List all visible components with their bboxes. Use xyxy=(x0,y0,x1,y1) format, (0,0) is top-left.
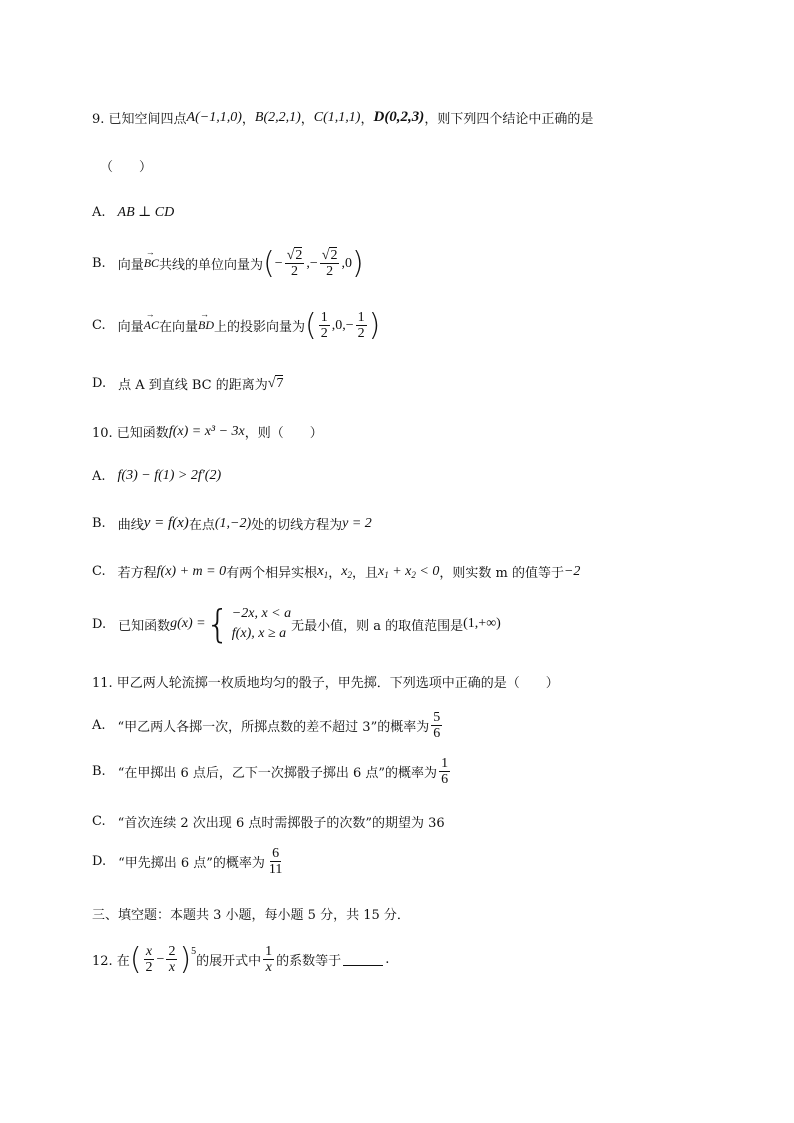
q11-option-a-denominator: 6 xyxy=(433,726,441,742)
q9-option-d-text: 点 A 到直线 BC 的距离为 xyxy=(118,378,268,393)
q10-option-d-case1: −2x, x < a xyxy=(231,606,292,621)
q10-option-b-point: (1,−2) xyxy=(214,515,252,531)
q11-option-b-text: “在甲掷出 6 点后，乙下一次掷骰子掷出 6 点”的概率为 xyxy=(117,766,438,782)
q11-option-a-label: A. xyxy=(92,718,106,734)
q10-function: f(x) = x³ − 3x xyxy=(168,423,245,439)
q10-option-c-text2: 有两个相异实根 xyxy=(226,566,318,581)
q11-option-a-text: “甲乙两人各掷一次，所掷点数的差不超过 3”的概率为 xyxy=(117,720,430,736)
q12-text2: 的系数等于 xyxy=(276,954,342,970)
q11-option-a-numerator: 5 xyxy=(433,710,441,725)
q10-stem xyxy=(92,422,323,441)
q9-point-a: A(−1,1,0) xyxy=(186,109,242,125)
q11-option-d-label: D. xyxy=(92,854,107,870)
q12-stem: 12. 在 ( $\frac{x}{2}$ − $\frac{2}{x}$ ) 5 的展开式中 $\frac{1}{x}$ 的系数等于 . xyxy=(92,941,390,977)
q9-option-b-text1: 向量 xyxy=(117,258,144,274)
q11-option-c xyxy=(92,812,445,831)
q9-option-a xyxy=(92,204,174,221)
q10-stem-prefix: 10. 已知函数 xyxy=(92,426,169,441)
q10-option-a xyxy=(92,468,221,484)
q9-option-c-text3: 上的投影向量为 xyxy=(214,320,306,336)
q9-option-b-vector: → BC xyxy=(144,256,159,271)
q10-option-c-equation: f(x) + m = 0 xyxy=(156,563,227,579)
q9-option-b-text2: 共线的单位向量为 xyxy=(159,258,264,274)
q11-option-b-numerator: 1 xyxy=(441,756,449,771)
q9-stem: 9. 已知空间四点 A(−1,1,0) ， B(2,2,1) ， C(1,1,1) ， D(0,2,3) ，则下列四个结论中正确的是 xyxy=(92,109,594,127)
q9-option-c-vector-ac: → AC xyxy=(144,318,159,333)
section-3-heading: 三、填空题：本题共 3 小题，每小题 5 分，共 15 分． xyxy=(92,908,410,923)
q11-option-c-label: C. xyxy=(92,814,106,829)
q9-option-d-label: D. xyxy=(92,376,107,391)
q9-option-d: D. 点 A 到直线 BC 的距离为 √7 xyxy=(92,375,284,393)
q9-option-c-text2: 在向量 xyxy=(158,320,198,336)
q11-option-d-text: “甲先掷出 6 点”的概率为 xyxy=(118,856,265,872)
q9-point-b: B(2,2,1) xyxy=(254,109,301,125)
q9-point-c: C(1,1,1) xyxy=(313,109,361,125)
q10-option-b-tangent: y = 2 xyxy=(342,515,372,531)
q12-text1: 的展开式中 xyxy=(196,954,262,970)
q10-option-c-text1: 若方程 xyxy=(117,566,157,581)
q10-option-b-text1: 曲线 xyxy=(117,518,144,533)
q9-option-c-text1: 向量 xyxy=(117,320,144,336)
q10-option-d-case2: f(x), x ≥ a xyxy=(231,626,287,642)
q9-option-c: C. 向量 → AC 在向量 → BD 上的投影向量为 ( $\frac{1}{2}$ ,0,− $\frac{1}{2}$ ) xyxy=(92,310,380,342)
q11-stem: 11. 甲乙两人轮流掷一枚质地均匀的骰子，甲先掷．下列选项中正确的是（ ） xyxy=(92,676,559,691)
q9-option-a-label: A. xyxy=(92,205,106,220)
q10-option-b-text3: 处的切线方程为 xyxy=(251,518,343,533)
q10-option-b-text2: 在点 xyxy=(188,518,215,533)
q11-option-b-label: B. xyxy=(92,764,106,780)
q10-option-d-label: D. xyxy=(92,616,107,632)
q9-answer-paren: （ ） xyxy=(100,160,153,175)
q12-prefix: 12. 在 xyxy=(92,954,130,970)
q10-option-b-curve: y = f(x) xyxy=(143,515,189,531)
q11-option-b-denominator: 6 xyxy=(441,772,449,788)
q11-option-c-text: “首次连续 2 次出现 6 点时需掷骰子的次数”的期望为 36 xyxy=(117,816,445,831)
q9-option-c-vector-bd: → BD xyxy=(198,318,214,333)
q9-option-c-label: C. xyxy=(92,318,106,334)
q10-option-d-text1: 已知函数 xyxy=(118,618,171,634)
q10-option-b xyxy=(92,514,372,533)
q11-option-d xyxy=(92,846,286,878)
q9-stem-prefix: 9. 已知空间四点 xyxy=(92,112,187,127)
q12-answer-blank[interactable] xyxy=(343,953,383,966)
q10-option-a-label: A. xyxy=(92,468,106,484)
q10-option-d-text2: 无最小值，则 a 的取值范围是 xyxy=(291,618,464,634)
q9-option-b-label: B. xyxy=(92,256,106,272)
q11-option-d-denominator: 11 xyxy=(268,862,283,878)
q9-option-d-value: 7 xyxy=(276,375,284,391)
q10-option-d: D. 已知函数 g(x) = { −2x, x < a f(x), x ≥ a 无最小值，则 a 的取值范围是 (1,+∞) xyxy=(92,602,501,647)
q10-option-c-text3: ，且 xyxy=(352,566,379,581)
q9-option-a-math: AB ⊥ CD xyxy=(117,205,175,220)
q12-end: . xyxy=(385,952,390,968)
q11-option-d-numerator: 6 xyxy=(272,846,280,861)
q11-option-a xyxy=(92,710,444,742)
q10-option-b-label: B. xyxy=(92,516,106,531)
q10-stem-suffix: ，则（ ） xyxy=(244,426,323,441)
q10-option-c-text4: ，则实数 m 的值等于 xyxy=(439,566,564,581)
q10-option-c: C. 若方程 f(x) + m = 0 有两个相异实根 $x_1$ ， $x_2$ ，且 $x_1 + x_2 < 0$ ，则实数 m 的值等于 −2 xyxy=(92,563,581,581)
q9-option-b: B. 向量 → BC 共线的单位向量为 ( − $\frac{√2}{2}$ ,− $\frac{√2}{2}$ ,0 ) xyxy=(92,248,364,280)
q10-option-d-range: (1,+∞) xyxy=(463,616,501,632)
q9-point-d: D(0,2,3) xyxy=(373,109,425,125)
q9-stem-suffix: ，则下列四个结论中正确的是 xyxy=(424,112,594,127)
q10-option-c-label: C. xyxy=(92,564,106,579)
q10-option-c-value: −2 xyxy=(563,563,581,579)
q11-option-b xyxy=(92,756,452,788)
q10-option-a-math: f(3) − f(1) > 2f′(2) xyxy=(117,468,222,483)
